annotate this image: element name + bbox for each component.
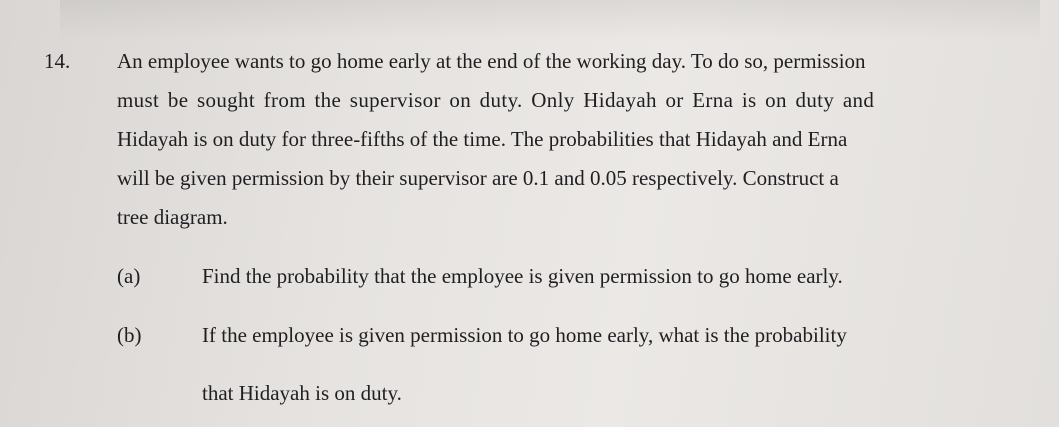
part-a-text: Find the probability that the employee is given permission to go home early.: [202, 264, 843, 288]
part-b-label: (b): [117, 323, 142, 347]
part-b-text-line-2: that Hidayah is on duty.: [202, 381, 402, 405]
part-b-text-line-1: If the employee is given permission to go home early, what is the probability: [202, 323, 847, 347]
part-a-label: (a): [117, 264, 141, 288]
stem-line-4: will be given permission by their supervisor are 0.1 and 0.05 respectively. Construct a: [117, 166, 839, 190]
show-through-text-shadow: [60, 0, 1040, 40]
stem-line-5: tree diagram.: [117, 205, 228, 229]
question-number: 14.: [44, 49, 71, 73]
stem-line-3: Hidayah is on duty for three-fifths of the time. The probabilities that Hidayah and Erna: [117, 127, 848, 151]
stem-line-2: must be sought from the supervisor on duty. Only Hidayah or Erna is on duty and: [117, 88, 875, 112]
question-stem: [117, 44, 960, 239]
stem-line-1: An employee wants to go home early at the end of the working day. To do so, permission: [117, 49, 866, 73]
